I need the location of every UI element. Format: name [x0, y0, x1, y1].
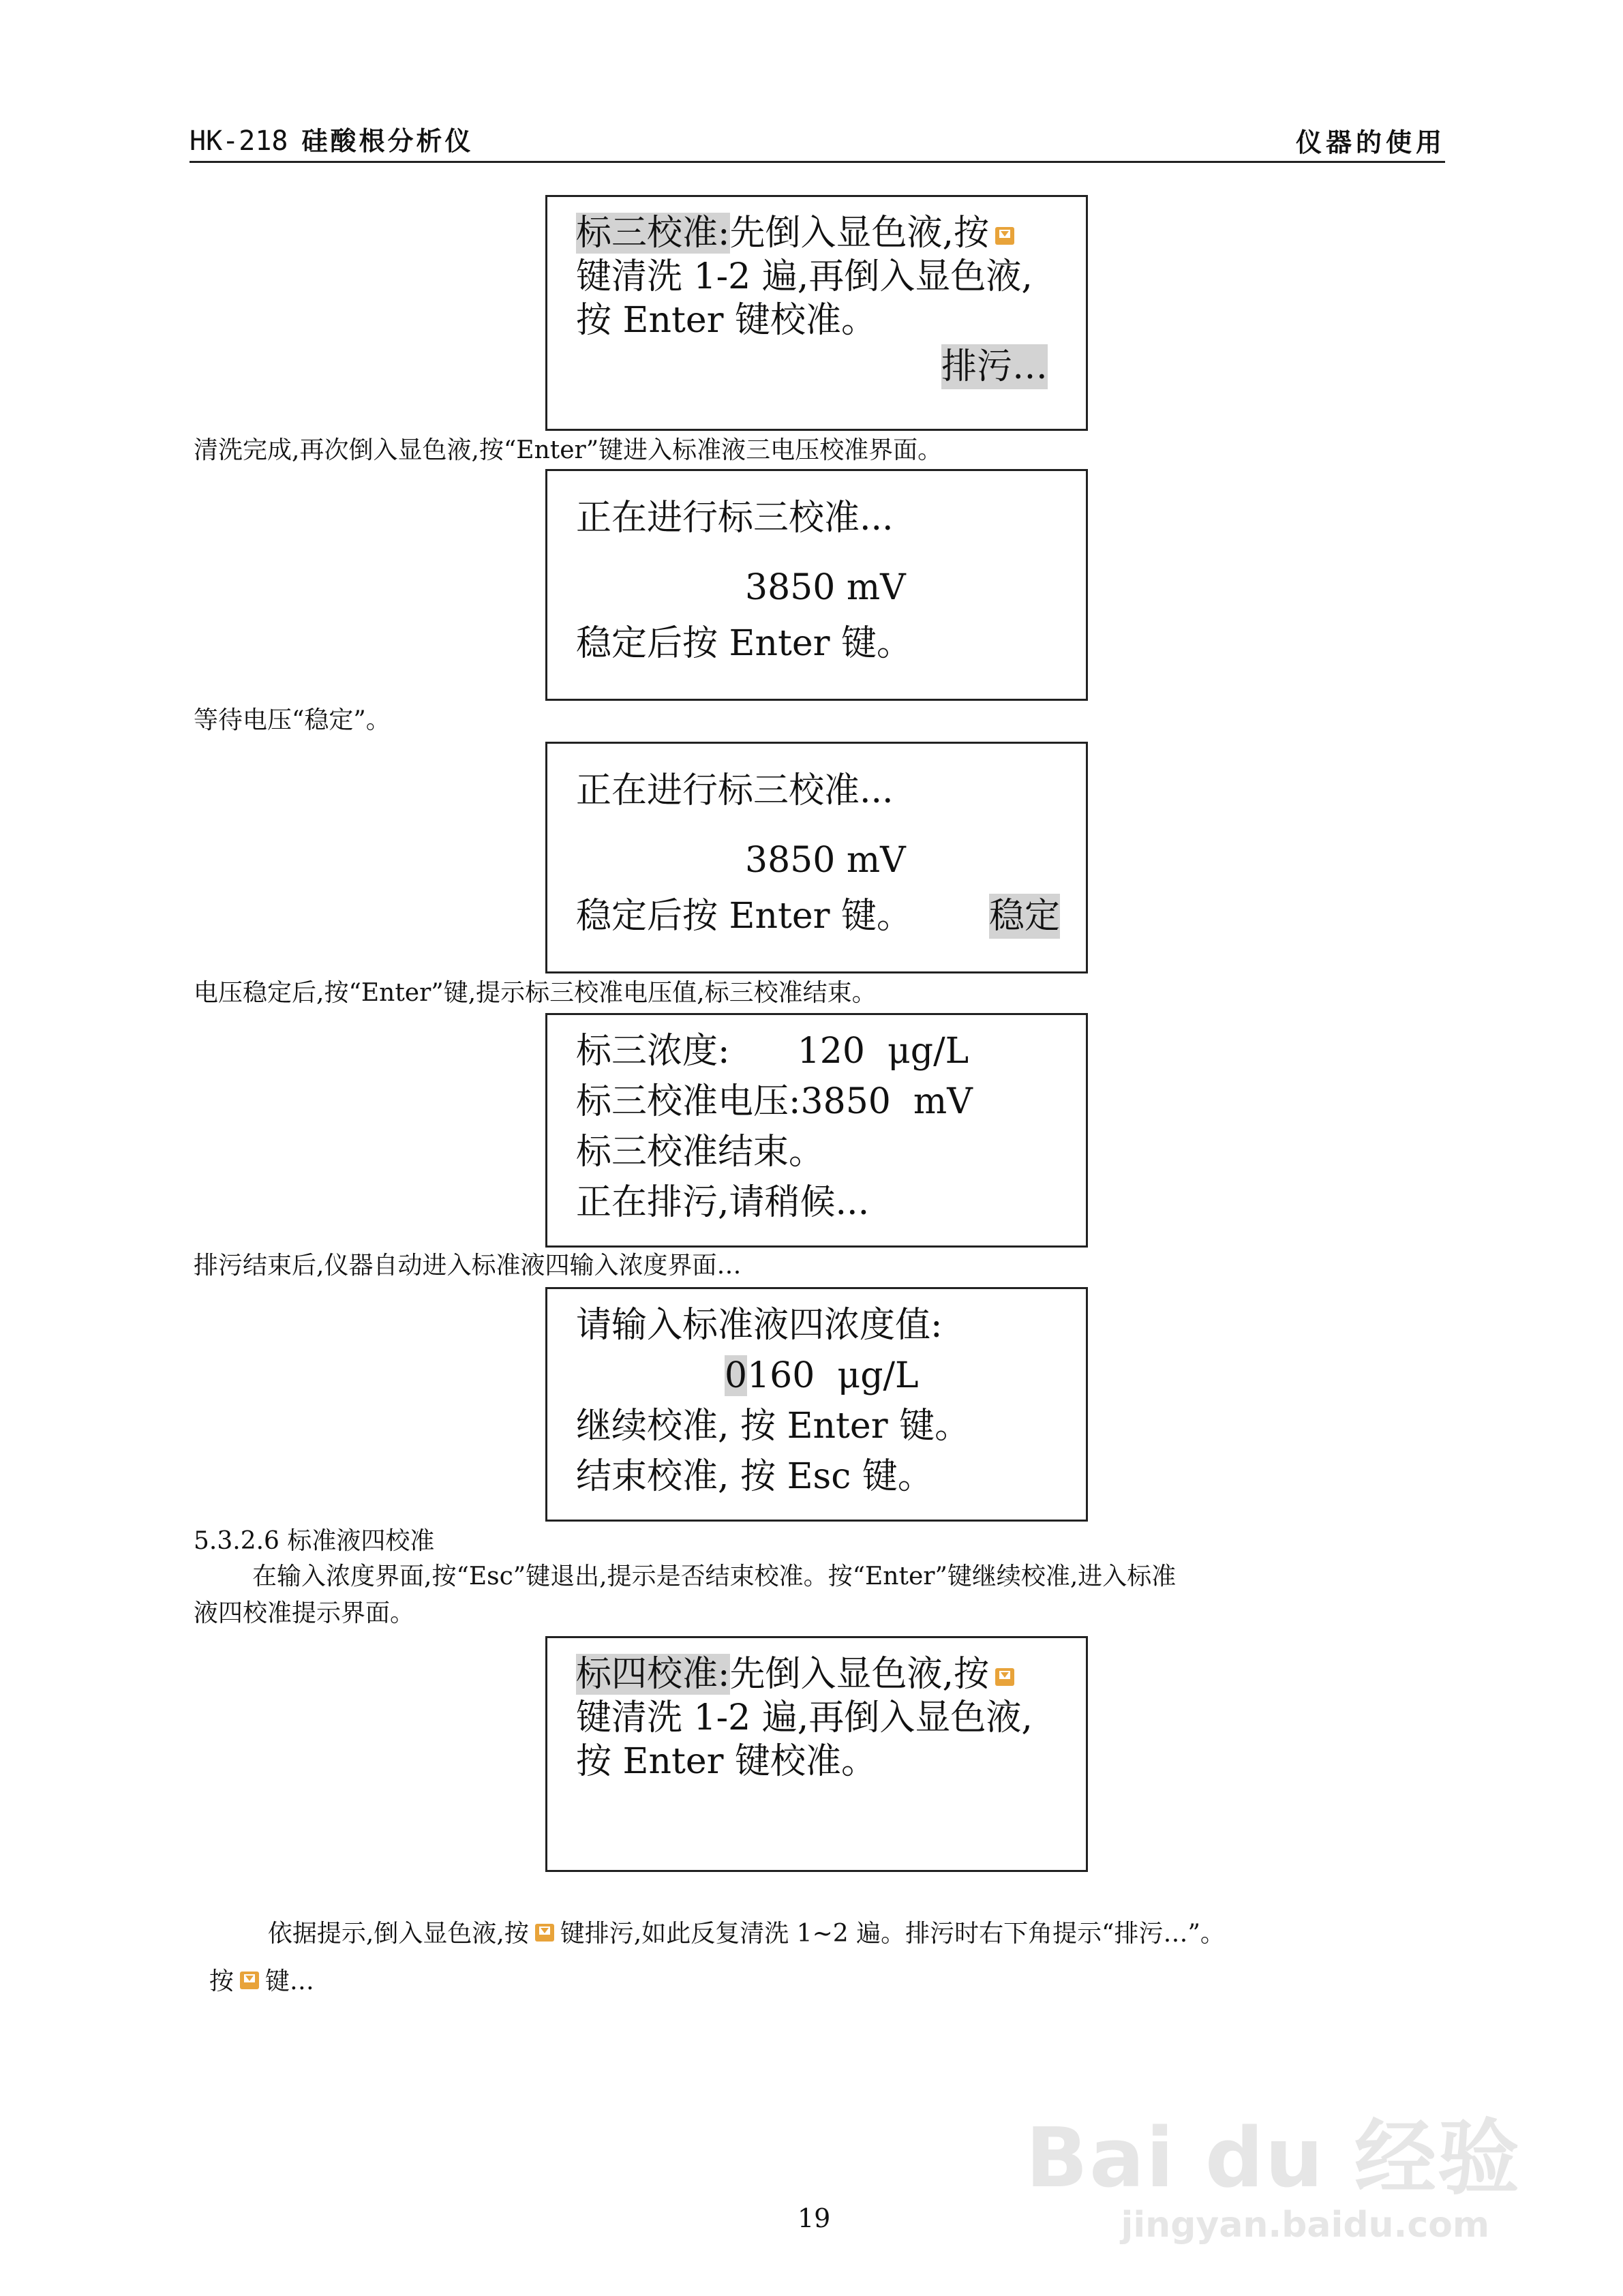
lcd-line: 请输入标准液四浓度值:: [576, 1305, 943, 1346]
watermark-url: jingyan.baidu.com: [1121, 2205, 1490, 2246]
lcd-tag: 标四校准:: [576, 1654, 730, 1695]
lcd-line: [576, 1652, 1020, 1697]
lcd-line: [576, 211, 1020, 256]
header-model-text: HK-218: [189, 125, 288, 157]
lcd-value: 160 μg/L: [747, 1355, 919, 1396]
lcd-line: 稳定后按 Enter 键。: [576, 896, 913, 937]
watermark-brand: Bai du 经验: [1025, 2111, 1521, 2206]
lcd-line: 正在排污,请稍候...: [576, 1182, 870, 1223]
lcd-line: 继续校准, 按 Enter 键。: [576, 1406, 971, 1447]
page-number: 19: [798, 2203, 831, 2233]
lcd-screen-std4-prompt: [545, 1636, 1088, 1872]
lcd-value-field[interactable]: [725, 1353, 919, 1398]
lcd-screen-std3-result: [545, 1013, 1088, 1248]
lcd-line: 结束校准, 按 Esc 键。: [576, 1456, 933, 1497]
paragraph-text: 键…: [264, 1967, 314, 1995]
paragraph-text: 依据提示,倒入显色液,按: [267, 1920, 529, 1948]
drain-pump-icon: [993, 1663, 1016, 1689]
paragraph: [252, 1883, 1225, 1951]
lcd-line: 标三浓度: 120 μg/L: [576, 1031, 969, 1072]
lcd-text: 先倒入显色液,按: [729, 213, 990, 254]
lcd-screen-std3-stable: [545, 742, 1088, 973]
paragraph: 清洗完成,再次倒入显色液,按“Enter”键进入标准液三电压校准界面。: [194, 436, 943, 464]
lcd-text: 先倒入显色液,按: [729, 1654, 990, 1695]
paragraph: 电压稳定后,按“Enter”键,提示标三校准电压值,标三校准结束。: [194, 979, 877, 1007]
paragraph: [194, 1931, 314, 1999]
lcd-line: 按 Enter 键校准。: [576, 300, 877, 341]
paragraph: 排污结束后,仪器自动进入标准液四输入浓度界面…: [194, 1252, 742, 1280]
header-model: [189, 120, 474, 157]
lcd-value: 3850 mV: [745, 840, 906, 881]
lcd-tag: 标三校准:: [576, 213, 730, 254]
lcd-line: 正在进行标三校准...: [576, 498, 894, 539]
header-divider: [189, 161, 1445, 163]
lcd-line: 正在进行标三校准...: [576, 770, 894, 811]
lcd-line: 标三校准结束。: [576, 1132, 825, 1173]
paragraph: 液四校准提示界面。: [194, 1599, 415, 1627]
lcd-line: 键清洗 1-2 遍,再倒入显色液,: [576, 256, 1033, 297]
watermark: [1026, 2093, 1521, 2246]
lcd-line: 稳定后按 Enter 键。: [576, 623, 913, 664]
lcd-screen-std3-running: [545, 469, 1088, 701]
paragraph: 等待电压“稳定”。: [194, 706, 391, 734]
lcd-line: 标三校准电压:3850 mV: [576, 1081, 973, 1122]
lcd-screen-std4-input: [545, 1287, 1088, 1522]
lcd-screen-std3-prompt: [545, 195, 1088, 431]
drain-pump-icon: [993, 222, 1016, 247]
paragraph-text: 按: [209, 1967, 234, 1995]
drain-pump-icon: [533, 1918, 556, 1944]
paragraph: 在输入浓度界面,按“Esc”键退出,提示是否结束校准。按“Enter”键继续校准,进入标准: [252, 1562, 1177, 1590]
lcd-line: 键清洗 1-2 遍,再倒入显色液,: [576, 1697, 1033, 1738]
lcd-value: 3850 mV: [745, 567, 906, 608]
lcd-cursor: 0: [725, 1355, 748, 1396]
lcd-status: 排污…: [941, 344, 1048, 389]
section-heading: 5.3.2.6 标准液四校准: [194, 1527, 435, 1555]
lcd-line: 按 Enter 键校准。: [576, 1741, 877, 1782]
paragraph-text: 键排污,如此反复清洗 1~2 遍。排污时右下角提示“排污…”。: [560, 1920, 1225, 1948]
header-title: 硅酸根分析仪: [301, 126, 474, 156]
drain-pump-icon: [238, 1966, 261, 1992]
header-section: 仪器的使用: [1295, 127, 1446, 157]
lcd-status: 稳定: [989, 894, 1060, 939]
